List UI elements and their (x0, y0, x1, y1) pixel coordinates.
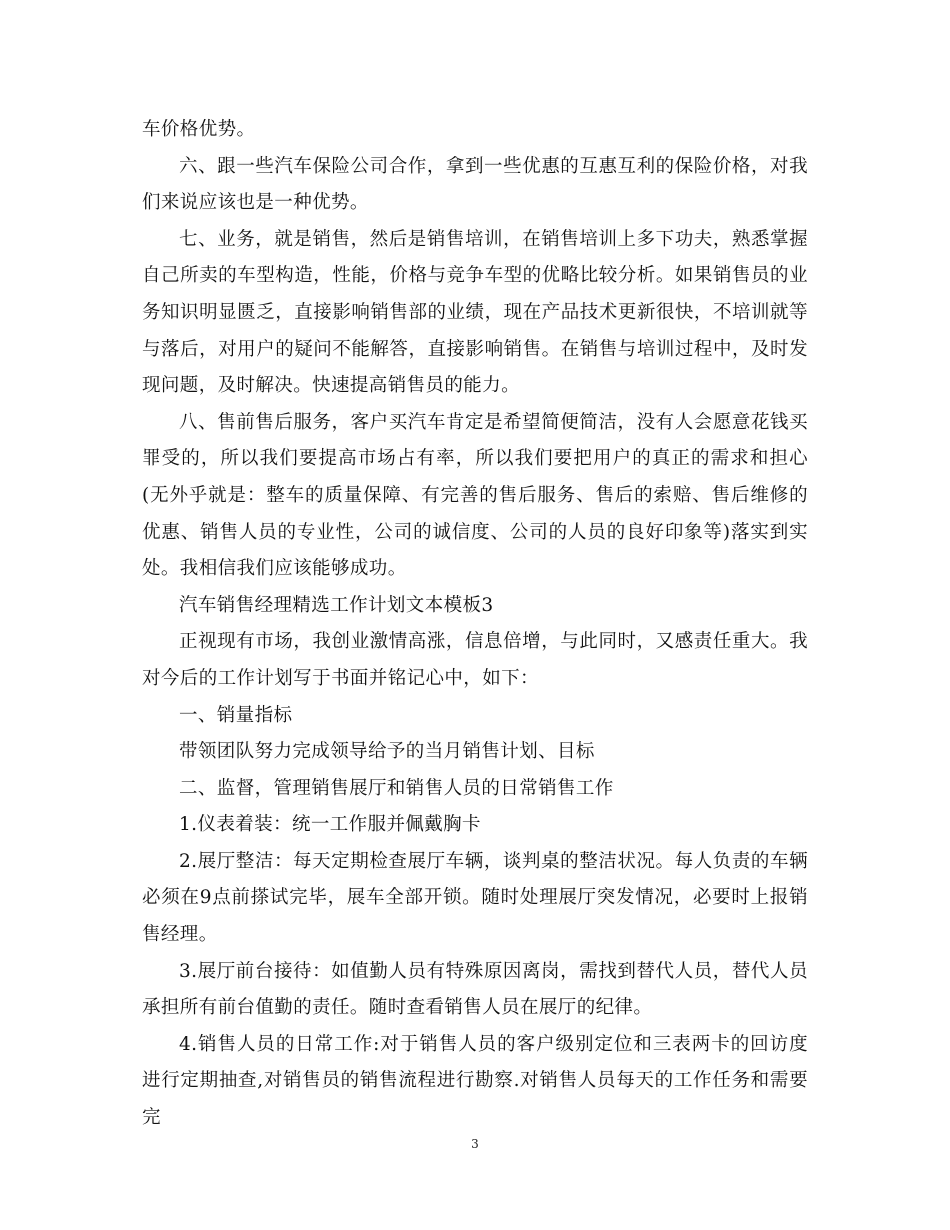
paragraph-sales-target: 带领团队努力完成领导给予的当月销售计划、目标 (179, 741, 595, 763)
subheading-supervision: 二、监督，管理销售展厅和销售人员的日常销售工作 (179, 777, 614, 799)
paragraph-item-8: 八、售前售后服务，客户买汽车肯定是希望简便简洁，没有人会愿意花钱买罪受的，所以我们要提高市场占有率，所以我们要把用户的真正的需求和担心(无外乎就是：整车的质量保障、有完善的售后服务、售后的索赔、售后维修的优惠、销售人员的专业性，公司的诚信度、公司的人员的良好印象等)落实到实处。我相信我们应该能够成功。 (142, 411, 808, 580)
section-heading: 汽车销售经理精选工作计划文本模板3 (179, 594, 494, 616)
document-body (142, 112, 808, 1137)
list-item-showroom: 2.展厅整洁：每天定期检查展厅车辆，谈判桌的整洁状况。每人负责的车辆必须在9点前搽试完毕，展车全部开锁。随时处理展厅突发情况，必要时上报销售经理。 (142, 850, 808, 946)
paragraph-intro: 正视现有市场，我创业激情高涨，信息倍增，与此同时，又感责任重大。我对今后的工作计划写于书面并铭记心中，如下： (142, 631, 808, 689)
paragraph-continuation: 车价格优势。 (142, 119, 256, 140)
list-item-reception: 3.展厅前台接待：如值勤人员有特殊原因离岗，需找到替代人员，替代人员承担所有前台值勤的责任。随时查看销售人员在展厅的纪律。 (142, 960, 808, 1019)
list-item-dress: 1.仪表着装：统一工作服并佩戴胸卡 (179, 814, 481, 836)
page-number: 3 (471, 1137, 479, 1151)
paragraph-item-6: 六、跟一些汽车保险公司合作，拿到一些优惠的互惠互利的保险价格，对我们来说应该也是一种优势。 (142, 155, 808, 214)
subheading-sales-target: 一、销量指标 (179, 704, 293, 726)
paragraph-item-7: 七、业务，就是销售，然后是销售培训，在销售培训上多下功夫，熟悉掌握自己所卖的车型构造，性能，价格与竞争车型的优略比较分析。如果销售员的业务知识明显匮乏，直接影响销售部的业绩，现在产品技术更新很快，不培训就等与落后，对用户的疑问不能解答，直接影响销售。在销售与培训过程中，及时发现问题，及时解决。快速提高销售员的能力。 (142, 228, 808, 397)
list-item-daily-work: 4.销售人员的日常工作:对于销售人员的客户级别定位和三表两卡的回访度进行定期抽查,对销售员的销售流程进行勘察.对销售人员每天的工作任务和需要完 (142, 1033, 808, 1129)
